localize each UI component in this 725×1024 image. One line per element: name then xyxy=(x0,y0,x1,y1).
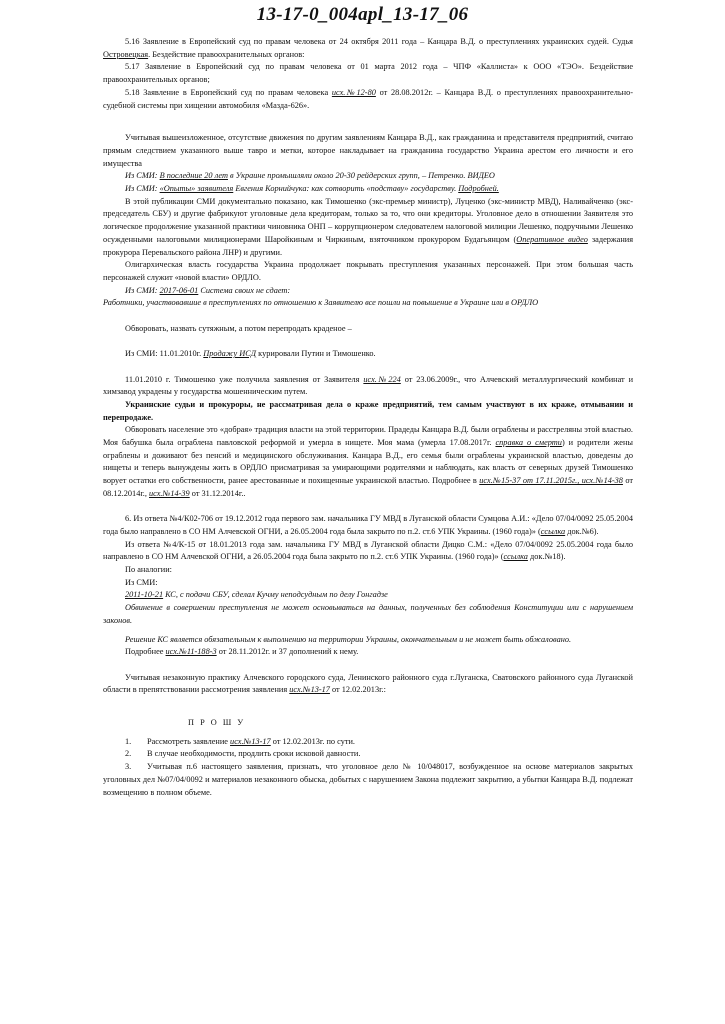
paragraph-publication xyxy=(103,196,633,260)
paragraph-media-1 xyxy=(103,170,633,183)
text: от 12.02.2013г. по сути. xyxy=(270,736,356,746)
link-ish-13-17[interactable]: исх.№13-17 xyxy=(230,736,271,746)
text: Из СМИ: 11.01.2010г. xyxy=(125,349,204,359)
text: В случае необходимости, продлить сроки исковой давности. xyxy=(147,749,361,759)
text: Учитывая незаконную практику Алчевского городского суда, Ленинского районного суда г.Луганска, Сватовского районного суда Луганской области в препятствовании рассмотрения заявления xyxy=(103,672,633,695)
text: Из ответа №4/К-15 от 18.01.2013 года зам. начальника ГУ МВД в Луганской области Дицко С.М.: «Дело 07/04/0092 25.05.2004 года было направлено в СО НМ Алчевской ОГНИ, а 26.05.2004 года была закрыто по п.2. ст.6 УПК Украины. (1960 года)» ( xyxy=(103,539,633,562)
paragraph-ks xyxy=(103,589,633,602)
paragraph-media-4 xyxy=(103,348,633,361)
text: 11.01.2010 г. Тимошенко уже получила заявления от Заявителя xyxy=(125,374,364,384)
text: . Бездействие правоохранительных органов: xyxy=(148,49,305,59)
paragraph-5-16 xyxy=(103,36,633,61)
text: Евгения Корнийчука: как сотворить «подставу» государству. xyxy=(233,184,459,194)
link-last-20-years[interactable]: В последние 20 лет xyxy=(159,171,228,181)
paragraph-rob: Обворовать, назвать сутяжным, а потом перепродать краденое – xyxy=(125,323,352,333)
text: от 08.12.2014г., xyxy=(103,476,633,498)
text: 5.16 Заявление в Европейский суд по правам человека от 24 октября 2011 года – Канцара В.Д. о преступлениях украинских судей. Судья xyxy=(125,37,633,46)
text: от 28.11.2012г. и 37 дополнений к нему. xyxy=(216,647,359,657)
text: Учитывая п.6 настоящего заявления, признать, что уголовное дело № 10/048017, возбужденное на основе материалов закрытых уголовных дел №07/04/0092 и материалов незаконного обыска, добытых с нарушением Закона подлежит закрытию, а убытки Канцара В.Д. подлежат возмещению в полном объеме. xyxy=(103,762,633,797)
link-ish-14-39[interactable]: исх.№14-39 xyxy=(149,488,190,498)
text: Система своих не сдает: xyxy=(198,285,291,295)
text: от 28.08.2012г. – Канцара В.Д. о преступлениях правоохранительно-судебной системы при хищении автомобиля «Мазда-626». xyxy=(103,87,634,110)
text: курировали Путин и Тимошенко. xyxy=(256,349,376,359)
paragraph-accusation: Обвинение в совершении преступления не может основываться на данных, полученных без соблюдения Конституции или с нарушением законов. xyxy=(103,603,633,625)
paragraph-judges: Украинские судьи и прокуроры, не рассматривая дела о краже предприятий, тем самым участвуют в их краже, отмывании и перепродаже. xyxy=(103,399,633,422)
text: в Украине промышляли около 20-30 рейдерских групп, – Петренко. ВИДЕО xyxy=(227,171,495,181)
link-ostrovetskaya[interactable]: Островецкая xyxy=(103,49,149,59)
paragraph-considering: Учитывая вышеизложенное, отсутствие движения по другим заявлениям Канцара В.Д., как гражданина и представителя предприятий, считаю прямым следствием указанного выше тавро и метки, которое накладывает на гражданина государство Украина арестом его личности и его имущества xyxy=(103,133,633,168)
text: ) и родители жены ограблены и доживают без пенсий и медицинского обслуживания. Канцара В.Д., его семья были ограблены украинской властью, доведены до нищеты и теперь вынуждены жить в ОРДЛО присматривая за умирающими родителями и наблюдать, как власть от северных друзей Тимошенко ворует остатки его собственности, ранее арестованные и похищенные украинской властью. Подробнее в xyxy=(103,438,633,486)
text: Из СМИ: xyxy=(125,285,160,295)
text: Из СМИ: xyxy=(125,184,160,194)
link-ish-12-80[interactable]: исх.№12-80 xyxy=(331,87,376,97)
link-experiments[interactable]: «Опыты» заявителя xyxy=(159,184,234,194)
item-number: 3. xyxy=(125,762,132,772)
text: В этой публикации СМИ документально показано, как Тимошенко (экс-премьер министр), Луценко (экс-министр МВД), Наливайченко (экс-председатель СБУ) и другие фабрикуют уголовные дела кредиторам, только за то, что они кредиторы. Уголовное дело в отношении Заявителя это логическое продолжение указанной практики чиновника ОНП – коррупционером следователем налоговой милиции Лешенко, подручными Лешенко осужденными налоговыми милиционерами Шаройкиным и Чиркиным, взяточником прокурором Будагьянцом ( xyxy=(103,196,633,244)
text: задержания прокурора Перевальского района ЛНР) и другими. xyxy=(103,234,634,257)
paragraph-answer-2 xyxy=(103,539,633,564)
request-heading: П Р О Ш У xyxy=(188,718,246,728)
paragraph-5-17: 5.17 Заявление в Европейский суд по правам человека от 01 марта 2012 года – ЧПФ «Каллиста» к ООО «ТЭО». Бездействие правоохранительных органов; xyxy=(103,62,633,85)
link-ish-15-37[interactable]: исх.№15-37 от 17.11.2015г., исх.№14-38 xyxy=(479,476,623,486)
paragraph-media-5: Из СМИ: xyxy=(125,577,158,587)
link-operative-video[interactable]: Оперативное видео xyxy=(516,234,588,244)
paragraph-ks-decision: Решение КС является обязательным к выполнению на территории Украины, окончательным и не может быть обжаловано. xyxy=(125,634,572,644)
link-doc-18[interactable]: ссылка xyxy=(503,552,528,562)
link-death-certificate[interactable]: справка о смерти xyxy=(495,438,562,448)
link-isd-sale[interactable]: Продажу ИСД xyxy=(203,349,257,359)
paragraph-timoshenko xyxy=(103,374,633,399)
link-more[interactable]: Подробней. xyxy=(458,184,499,194)
paragraph-answer-1 xyxy=(103,513,633,538)
item-number: 1. xyxy=(125,736,132,746)
link-doc-6[interactable]: ссылка xyxy=(540,526,566,536)
paragraph-courts xyxy=(103,672,633,697)
request-item-2 xyxy=(103,748,633,761)
text: Подробнее xyxy=(125,647,166,657)
link-2017-06-01[interactable]: 2017-06-01 xyxy=(159,285,199,295)
link-ish-13-17[interactable]: исх.№13-17 xyxy=(289,685,330,695)
link-ish-11-188-3[interactable]: исх.№11-188-3 xyxy=(165,647,217,657)
text: Из СМИ: xyxy=(125,171,160,181)
request-item-3 xyxy=(103,761,633,799)
item-number: 2. xyxy=(125,749,132,759)
text: Рассмотреть заявление xyxy=(147,736,231,746)
paragraph-analogy: По аналогии: xyxy=(125,565,172,575)
document-header: 13-17-0_004apl_13-17_06 xyxy=(256,4,469,25)
text: 5.18 Заявление в Европейский суд по правам человека xyxy=(125,87,332,97)
paragraph-media-3 xyxy=(103,285,633,298)
text: от 12.02.2013г.: xyxy=(329,685,386,695)
paragraph-media-2 xyxy=(103,183,633,196)
text: от 31.12.2014г.. xyxy=(189,488,246,498)
document-body xyxy=(103,36,633,799)
paragraph-5-18 xyxy=(103,87,633,112)
paragraph-workers: Работники, участвовавшие в преступлениях по отношению к Заявителю все пошли на повышение в Украине или в ОРДЛО xyxy=(103,298,539,308)
text: КС, с подачи СБУ, сделал Кучму неподсудным по делу Гонгадзе xyxy=(163,590,388,600)
text: док.№18). xyxy=(527,552,566,562)
text: 6. Из ответа №4/К02-706 от 19.12.2012 года первого зам. начальника ГУ МВД в Луганской области Сумцова А.И.: «Дело 07/04/0092 25.05.2004 года было направлено в СО НМ Алчевской ОГНИ, а 26.05.2004 года была закрыто по п.2. ст.6 УПК Украины. (1960 года)» ( xyxy=(103,514,633,536)
text: док.№6). xyxy=(565,526,599,536)
paragraph-oligarchic: Олигархическая власть государства Украина продолжает покрывать преступления указанных персонажей. При этом большая часть персонажей служит «новой власти» ОРДЛО. xyxy=(103,260,633,282)
request-item-1 xyxy=(103,736,633,749)
paragraph-details xyxy=(103,646,633,659)
link-2011-10-21[interactable]: 2011-10-21 xyxy=(125,590,164,600)
paragraph-tradition xyxy=(103,424,633,500)
text: Обворовать население это «добрая» традиция власти на этой территории. Прадеды Канцара В.Д. были ограблены и расстреляны этой властью. Моя бабушка была ограблена павловской реформой и умерла в нищете. Моя мама (умерла 17.08.2017г. xyxy=(103,425,633,448)
link-ish-224[interactable]: исх.№224 xyxy=(363,374,401,384)
text: от 23.06.2009г., что Алчевский металлургический комбинат и химзавод украдены у государства мошенническим путем. xyxy=(103,374,634,397)
